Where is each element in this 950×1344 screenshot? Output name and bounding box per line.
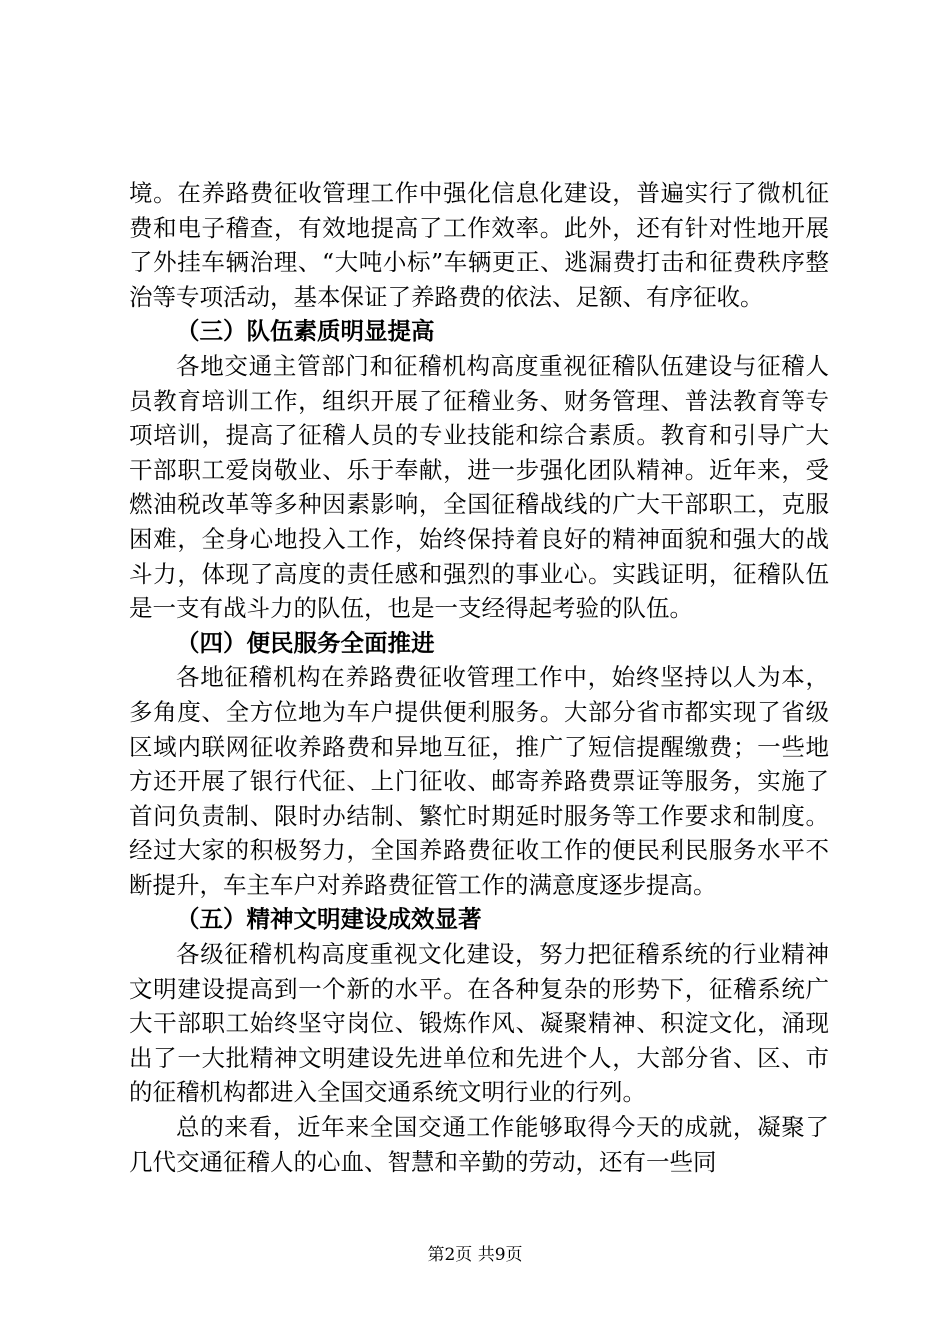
page-number-footer: 第2页 共9页 <box>427 1245 523 1265</box>
document-body <box>129 176 829 1179</box>
paragraph-continuation: 境。在养路费征收管理工作中强化信息化建设，普遍实行了微机征费和电子稽查，有效地提高了工作效率。此外，还有针对性地开展了外挂车辆治理、“大吨小标”车辆更正、逃漏费打击和征费秩序整治等专项活动，基本保证了养路费的依法、足额、有序征收。 <box>129 179 829 311</box>
paragraph-team-quality: 各地交通主管部门和征稽机构高度重视征稽队伍建设与征稽人员教育培训工作，组织开展了征稽业务、财务管理、普法教育等专项培训，提高了征稽人员的专业技能和综合素质。教育和引导广大干部职工爱岗敬业、乐于奉献，进一步强化团队精神。近年来，受燃油税改革等多种因素影响，全国征稽战线的广大干部职工，克服困难，全身心地投入工作，始终保持着良好的精神面貌和强大的战斗力，体现了高度的责任感和强烈的事业心。实践证明，征稽队伍是一支有战斗力的队伍，也是一支经得起考验的队伍。 <box>129 351 829 623</box>
section-heading-convenience-service: （四）便民服务全面推进 <box>176 628 435 657</box>
paragraph-summary: 总的来看，近年来全国交通工作能够取得今天的成就，凝聚了几代交通征稽人的心血、智慧和辛勤的劳动，还有一些同 <box>129 1113 829 1176</box>
section-heading-team-quality: （三）队伍素质明显提高 <box>176 317 435 346</box>
section-heading-civilization: （五）精神文明建设成效显著 <box>176 905 482 934</box>
paragraph-convenience-service: 各地征稽机构在养路费征收管理工作中，始终坚持以人为本，多角度、全方位地为车户提供便利服务。大部分省市都实现了省级区域内联网征收养路费和异地互征，推广了短信提醒缴费；一些地方还开展了银行代征、上门征收、邮寄养路费票证等服务，实施了首问负责制、限时办结制、繁忙时期延时服务等工作要求和制度。经过大家的积极努力，全国养路费征收工作的便民利民服务水平不断提升，车主车户对养路费征管工作的满意度逐步提高。 <box>129 663 829 899</box>
paragraph-civilization: 各级征稽机构高度重视文化建设，努力把征稽系统的行业精神文明建设提高到一个新的水平。在各种复杂的形势下，征稽系统广大干部职工始终坚守岗位、锻炼作风、凝聚精神、积淀文化，涌现出了一大批精神文明建设先进单位和先进个人，大部分省、区、市的征稽机构都进入全国交通系统文明行业的行列。 <box>129 940 829 1107</box>
